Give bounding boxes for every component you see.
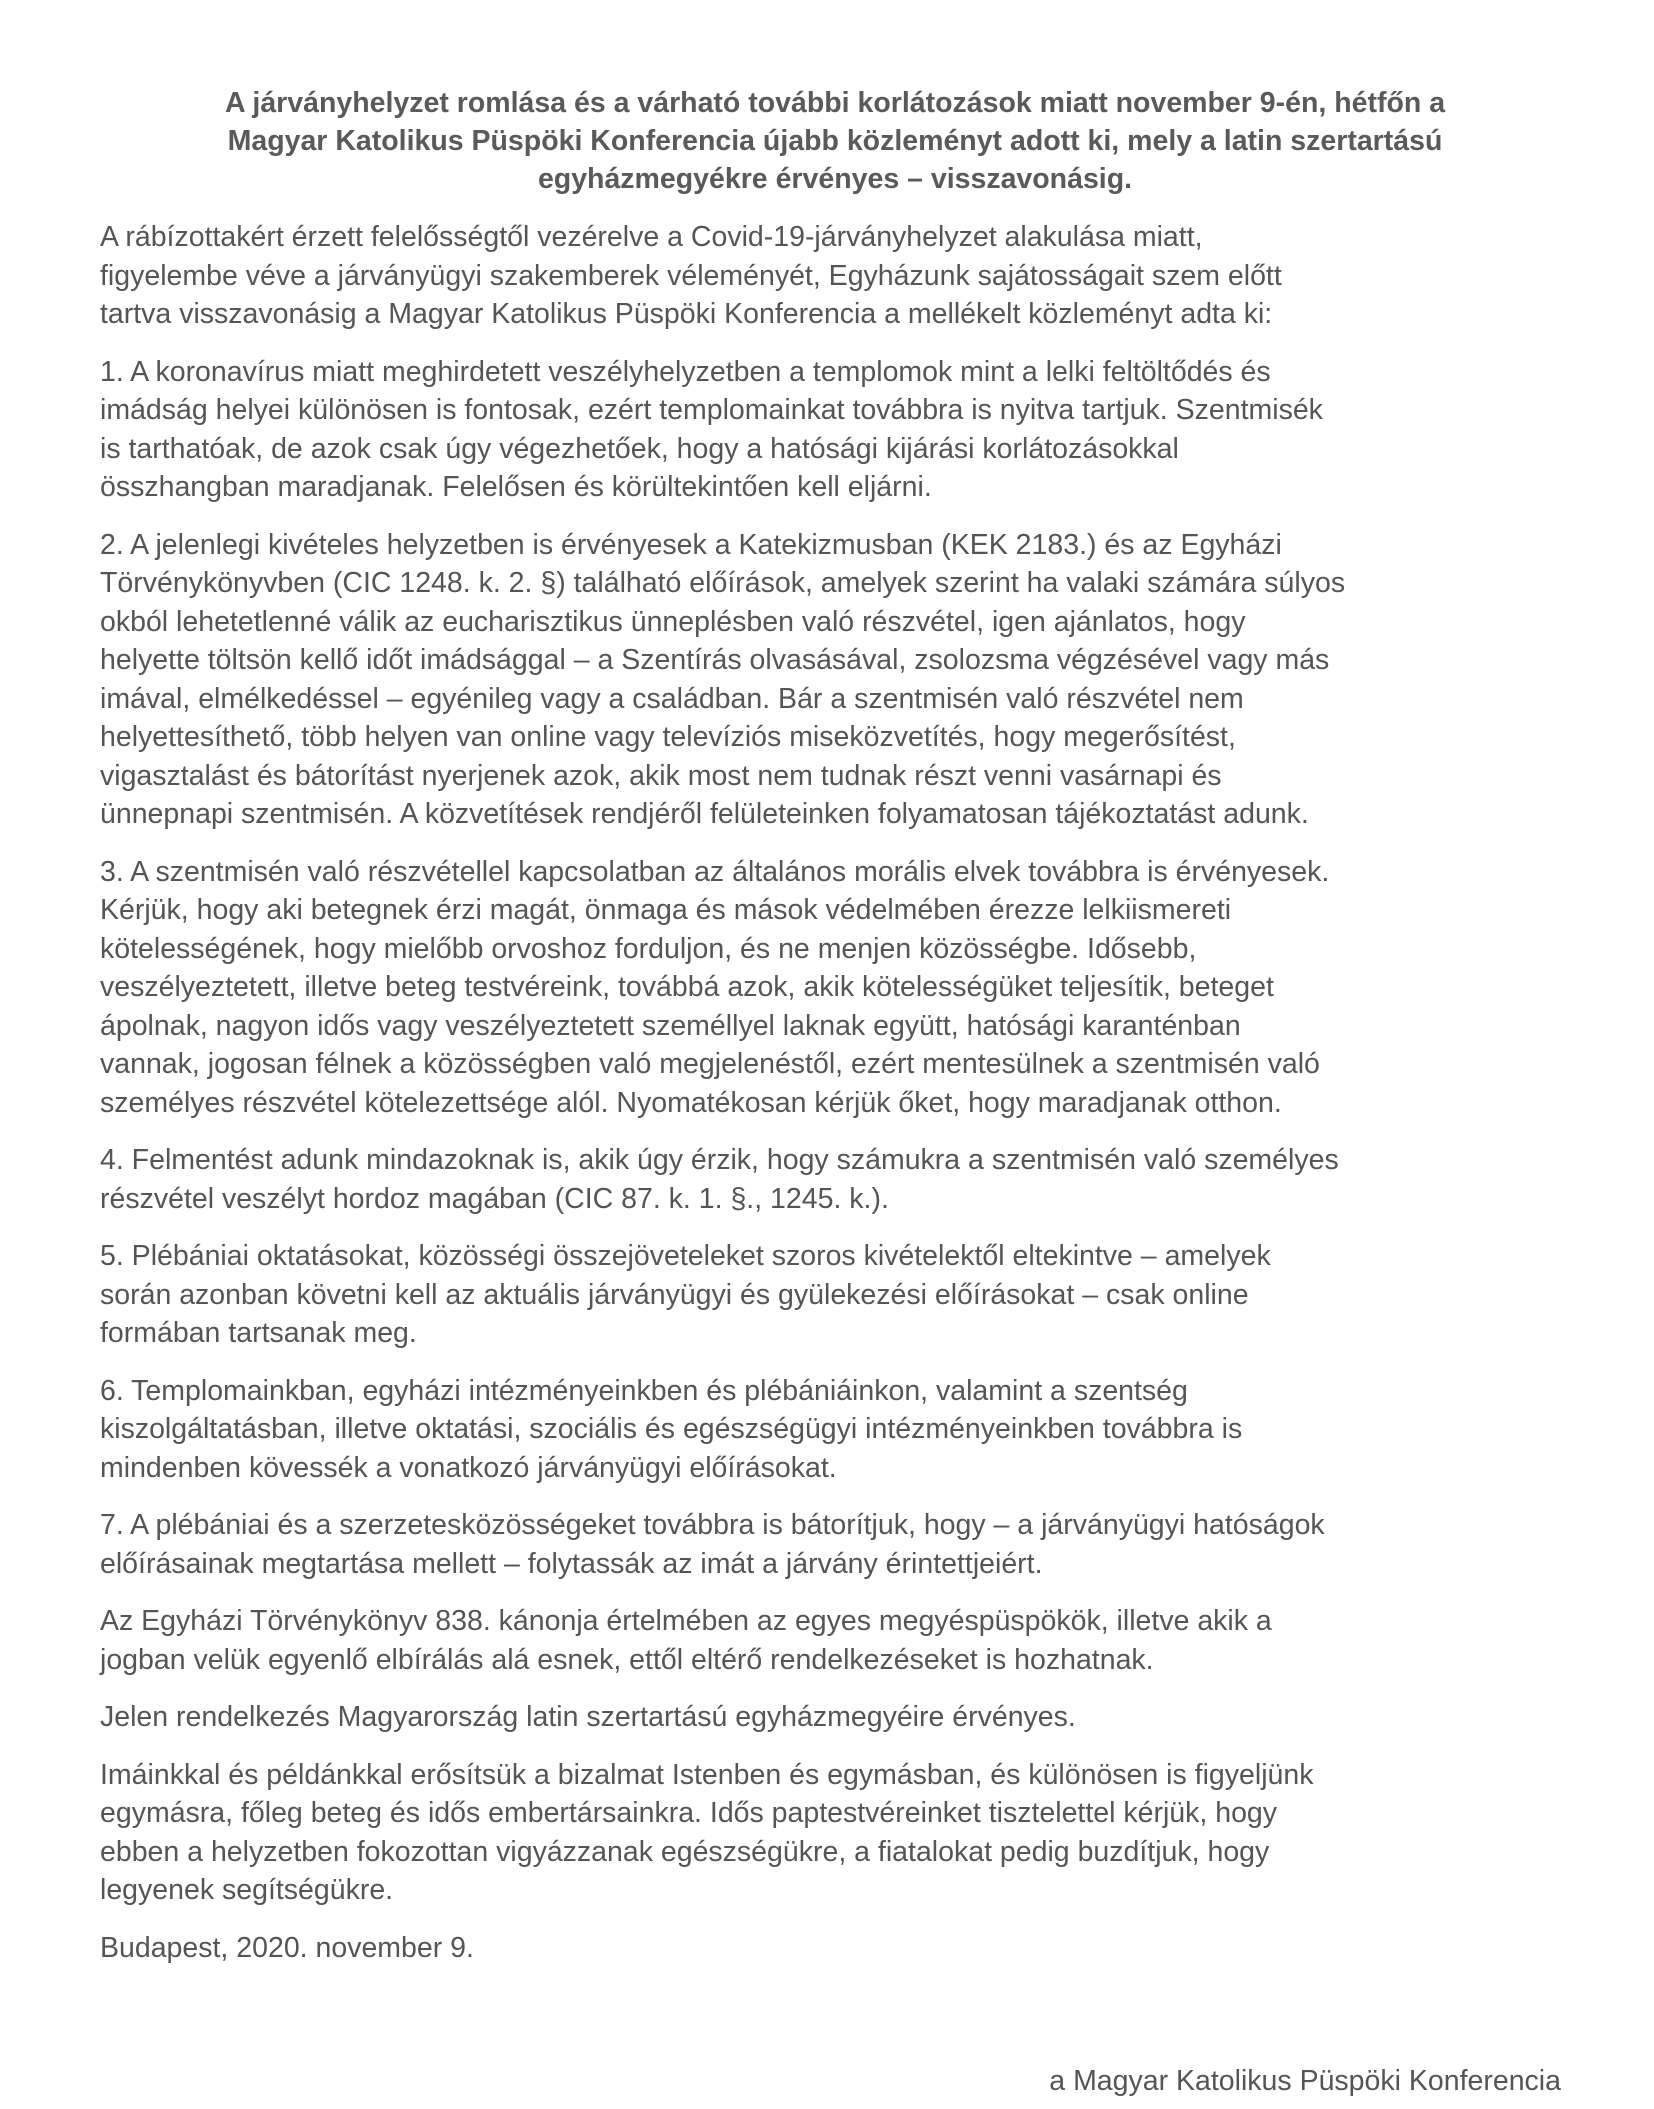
text-line: részvétel veszélyt hordoz magában (CIC 87. k. 1. §., 1245. k.). — [100, 1182, 889, 1215]
signature: a Magyar Katolikus Püspöki Konferencia — [1049, 2065, 1561, 2097]
text-line: imádság helyei különösen is fontosak, ezért templomainkat továbbra is nyitva tartjuk. Szentmisék — [100, 394, 1323, 426]
text-line: 3. A szentmisén való részvétellel kapcsolatban az általános morális elvek továbbra is érvényesek. — [100, 855, 1330, 888]
point-2-paragraph — [100, 526, 1570, 834]
date-text: Budapest, 2020. november 9. — [100, 1931, 474, 1964]
text-line: ápolnak, nagyon idős vagy veszélyeztetett személlyel laknak együtt, hatósági karanténban — [100, 1009, 1241, 1042]
text-line: Kérjük, hogy aki betegnek érzi magát, önmaga és mások védelmében érezze lelkiismereti — [100, 894, 1232, 926]
text-line: tartva visszavonásig a Magyar Katolikus Püspöki Konferencia a mellékelt közleményt adta ki: — [100, 298, 1273, 330]
text-line: jogban velük egyenlő elbírálás alá esnek, ettől eltérő rendelkezéseket is hozhatnak. — [100, 1643, 1154, 1676]
text-line: 1. A koronavírus miatt meghirdetett veszélyhelyzetben a templomok mint a lelki feltöltődés és — [100, 355, 1271, 388]
text-line: okból lehetetlenné válik az eucharisztikus ünneplésben való részvétel, igen ajánlatos, hogy — [100, 605, 1246, 638]
point-3-paragraph — [100, 853, 1570, 1123]
point-1-paragraph — [100, 353, 1570, 507]
heading-line: egyházmegyékre érvényes – visszavonásig. — [537, 163, 1133, 195]
text-line: 7. A plébániai és a szerzetesközösségeket továbbra is bátorítjuk, hogy – a járványügyi hatóságok — [100, 1509, 1325, 1541]
text-line: előírásainak megtartása mellett – folytassák az imát a járvány érintettjeiért. — [100, 1547, 1043, 1580]
text-line: figyelembe véve a járványügyi szakemberek véleményét, Egyházunk sajátosságait szem előtt — [100, 259, 1282, 292]
intro-paragraph — [100, 218, 1570, 334]
heading-line: A járványhelyzet romlása és a várható további korlátozások miatt november 9-én, hétfőn a — [224, 87, 1446, 119]
text-line: mindenben kövessék a vonatkozó járványügyi előírásokat. — [100, 1451, 837, 1484]
text-line: formában tartsanak meg. — [100, 1317, 417, 1349]
point-6-paragraph — [100, 1372, 1570, 1488]
text-line: A rábízottakért érzett felelősségtől vezérelve a Covid-19-járványhelyzet alakulása miatt, — [100, 221, 1203, 253]
text-line: helyettesíthető, több helyen van online vagy televíziós miseközvetítés, hogy megerősítést, — [100, 721, 1236, 753]
text-line: során azonban követni kell az aktuális járványügyi és gyülekezési előírásokat – csak online — [100, 1278, 1249, 1311]
document-heading — [100, 84, 1570, 198]
text-line: 4. Felmentést adunk mindazoknak is, akik úgy érzik, hogy számukra a szentmisén való személyes — [100, 1144, 1339, 1176]
text-line: helyette töltsön kellő időt imádsággal – a Szentírás olvasásával, zsolozsma végzésével vagy más — [100, 644, 1330, 676]
text-line: egymásra, főleg beteg és idős embertársainkra. Idős paptestvéreinket tisztelettel kérjük, hogy — [100, 1797, 1278, 1829]
text-line: is tarthatóak, de azok csak úgy végezhetőek, hogy a hatósági kijárási korlátozásokkal — [100, 432, 1179, 465]
text-line: 5. Plébániai oktatásokat, közösségi összejöveteleket szoros kivételektől eltekintve – amelyek — [100, 1240, 1271, 1272]
closing-paragraph — [100, 1756, 1570, 1910]
validity-paragraph — [100, 1698, 1570, 1737]
date-line — [100, 1929, 1570, 1968]
heading-line: Magyar Katolikus Püspöki Konferencia újabb közleményt adott ki, mely a latin szertartású — [227, 125, 1443, 157]
text-line: ebben a helyzetben fokozottan vigyázzanak egészségükre, a fiatalokat pedig buzdítjuk, hogy — [100, 1835, 1270, 1868]
text-line: Törvénykönyvben (CIC 1248. k. 2. §) található előírások, amelyek szerint ha valaki számára súlyos — [100, 567, 1346, 599]
text-line: 6. Templomainkban, egyházi intézményeinkben és plébániáinkon, valamint a szentség — [100, 1374, 1188, 1407]
text-line: Az Egyházi Törvénykönyv 838. kánonja értelmében az egyes megyéspüspökök, illetve akik a — [100, 1605, 1272, 1637]
text-line: Imáinkkal és példánkkal erősítsük a bizalmat Istenben és egymásban, és különösen is figyeljünk — [100, 1758, 1314, 1791]
text-line: összhangban maradjanak. Felelősen és körültekintően kell eljárni. — [100, 471, 932, 503]
text-line: ünnepnapi szentmisén. A közvetítések rendjéről felületeinken folyamatosan tájékoztatást adunk. — [100, 798, 1309, 830]
text-line: vigasztalást és bátorítást nyerjenek azok, akik most nem tudnak részt venni vasárnapi és — [100, 759, 1222, 792]
text-line: Jelen rendelkezés Magyarország latin szertartású egyházmegyéire érvényes. — [100, 1701, 1076, 1733]
text-line: 2. A jelenlegi kivételes helyzetben is érvényesek a Katekizmusban (KEK 2183.) és az Egyházi — [100, 528, 1282, 561]
point-5-paragraph — [100, 1237, 1570, 1353]
point-7-paragraph — [100, 1506, 1570, 1583]
canon-note-paragraph — [100, 1602, 1570, 1679]
text-line: legyenek segítségükre. — [100, 1874, 394, 1906]
text-line: veszélyeztetett, illetve beteg testvéreink, továbbá azok, akik kötelességüket teljesítik, beteget — [100, 971, 1274, 1003]
text-line: vannak, jogosan félnek a közösségben való megjelenéstől, ezért mentesülnek a szentmisén való — [100, 1048, 1320, 1080]
text-line: személyes részvétel kötelezettsége alól. Nyomatékosan kérjük őket, hogy maradjanak otthon. — [100, 1086, 1282, 1119]
text-line: imával, elmélkedéssel – egyénileg vagy a családban. Bár a szentmisén való részvétel nem — [100, 682, 1244, 715]
document-page — [100, 84, 1570, 1986]
text-line: kiszolgáltatásban, illetve oktatási, szociális és egészségügyi intézményeinkben továbbra is — [100, 1413, 1243, 1445]
point-4-paragraph — [100, 1141, 1570, 1218]
text-line: kötelességének, hogy mielőbb orvoshoz forduljon, és ne menjen közösségbe. Idősebb, — [100, 932, 1197, 965]
